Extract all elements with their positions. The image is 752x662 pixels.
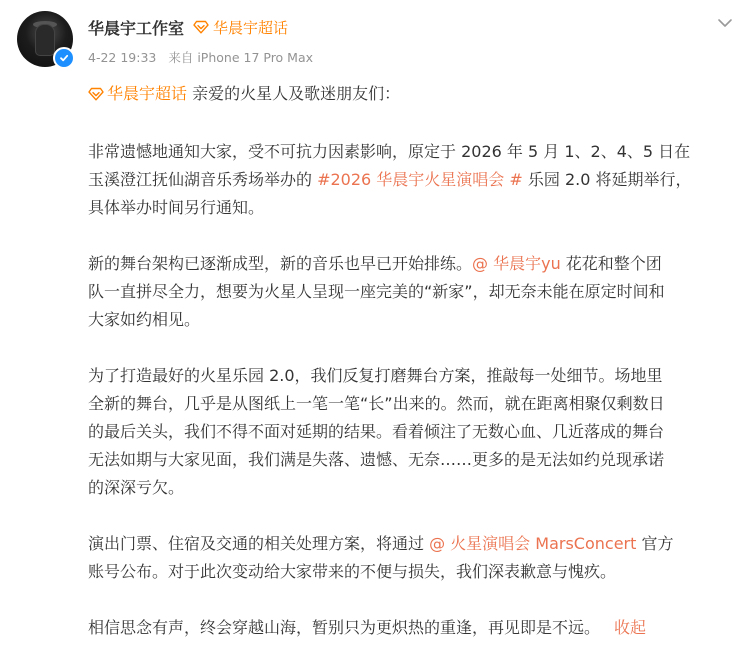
stage-line: 大家如约相见。 [88,310,201,329]
notice-line: 非常遗憾地通知大家，受不可抗力因素影响，原定于 2026 年 5 月 1、2、4、5 日在 [88,142,691,161]
apology-paragraph [88,362,728,502]
notice-line: 乐园 2.0 将延期举行， [522,170,692,189]
mention-link-huachenyu[interactable]: @ 华晨宇yu [472,254,561,273]
refund-paragraph [88,530,728,586]
notice-line: 玉溪澄江抚仙湖音乐秀场举办的 [88,170,318,189]
supertag-link[interactable] [193,17,288,38]
post-content [88,80,728,642]
greeting-text: 亲爱的火星人及歌迷朋友们： [187,84,401,103]
diamond-icon [88,82,104,110]
stage-paragraph [88,250,728,334]
apology-line: 的最后关头，我们不得不面对延期的结果。看着倾注了无数心血、几近落成的舞台 [88,422,665,441]
post-source: 来自 iPhone 17 Pro Max [168,50,314,65]
apology-line: 的深深亏欠。 [88,478,185,497]
apology-line: 无法如期与大家见面，我们满是失落、遗憾、无奈……更多的是无法如约兑现承诺 [88,450,665,469]
supertag-inline-link[interactable] [88,84,187,103]
refund-line: 官方 [636,534,674,553]
apology-line: 全新的舞台，几乎是从图纸上一笔一笔“长”出来的。然而，就在距离相聚仅剩数日 [88,394,665,413]
stage-line: 队一直拼尽全力，想要为火星人呈现一座完美的“新家”，却无奈未能在原定时间和 [88,282,665,301]
stage-line: 新的舞台架构已逐渐成型，新的音乐也早已开始排练。 [88,254,473,273]
refund-line: 演出门票、住宿及交通的相关处理方案，将通过 [88,534,430,553]
user-name[interactable]: 华晨宇工作室 [88,18,185,38]
notice-paragraph [88,138,728,222]
author-row [88,15,288,39]
collapse-button[interactable]: 收起 [614,618,647,637]
diamond-icon [193,20,209,34]
apology-line: 为了打造最好的火星乐园 2.0，我们反复打磨舞台方案，推敲每一处细节。场地里 [88,366,663,385]
closing-paragraph [88,614,728,642]
refund-line: 账号公布。对于此次变动给大家带来的不便与损失，我们深表歉意与愧疚。 [88,562,617,581]
supertag-label: 华晨宇超话 [213,18,289,37]
post-date[interactable]: 4-22 19:33 [88,50,157,65]
notice-line: 具体举办时间另行通知。 [88,198,265,217]
avatar[interactable] [17,11,73,67]
closing-line: 相信思念有声，终会穿越山海，暂别只为更炽热的重逢，再见即是不远。 [88,618,601,637]
chevron-down-icon[interactable] [716,14,734,32]
verified-badge-icon [53,47,75,69]
stage-line: 花花和整个团 [560,254,662,273]
hashtag-link[interactable]: #2026 华晨宇火星演唱会 # [317,170,523,189]
mention-link-marsconcert[interactable]: @ 火星演唱会 MarsConcert [429,534,637,553]
greeting-paragraph [88,80,728,110]
post-meta [88,48,313,66]
supertag-inline-label: 华晨宇超话 [107,84,188,103]
